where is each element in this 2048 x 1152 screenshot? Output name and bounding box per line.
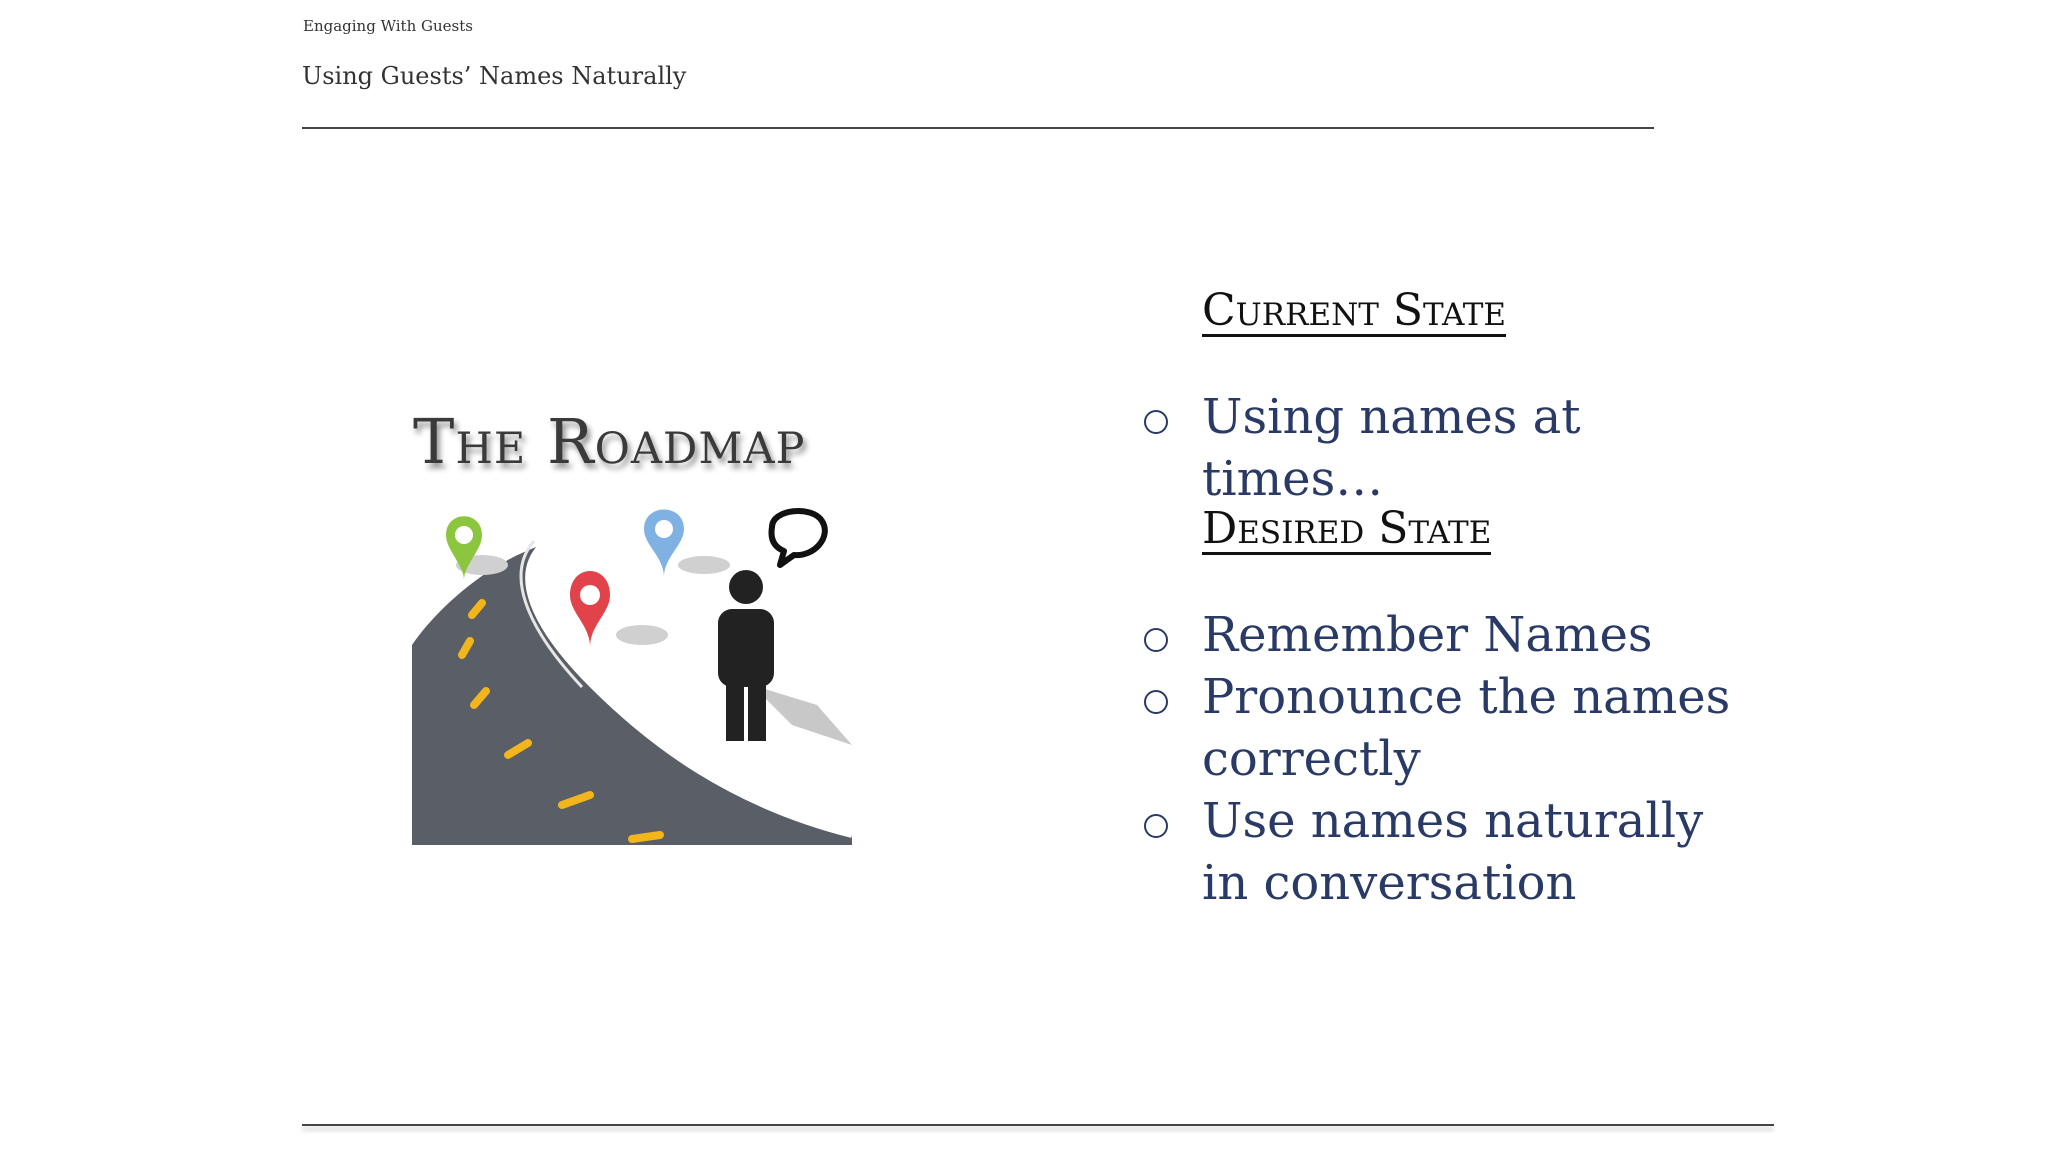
list-item [1140,386,1762,510]
list-item-text: Remember Names [1202,607,1653,663]
circle-bullet-icon [1144,814,1168,838]
speech-bubble-icon [772,511,825,565]
pin-red-icon [570,571,668,647]
current-state-heading: Current State [1202,285,1507,336]
desired-state-heading: Desired State [1202,503,1492,554]
circle-bullet-icon [1144,690,1168,714]
bottom-divider [302,1124,1774,1126]
circle-bullet-icon [1144,410,1168,434]
pin-green-icon [446,516,508,580]
list-item [1140,790,1762,914]
top-divider [302,127,1654,129]
circle-bullet-icon [1144,628,1168,652]
breadcrumb: Engaging With Guests [303,17,473,35]
page-subtitle: Using Guests’ Names Naturally [302,62,687,90]
list-item [1140,604,1762,666]
list-item-text: Use names naturally in conversation [1202,793,1704,911]
pin-blue-icon [644,510,730,578]
current-state-list [1140,386,1762,510]
roadmap-title: The Roadmap [413,405,806,478]
roadmap-illustration-icon [412,505,852,845]
desired-state-list [1140,604,1762,914]
person-icon [718,570,852,745]
list-item-text: Using names at times… [1202,389,1581,507]
list-item [1140,666,1762,790]
list-item-text: Pronounce the names correctly [1202,669,1731,787]
